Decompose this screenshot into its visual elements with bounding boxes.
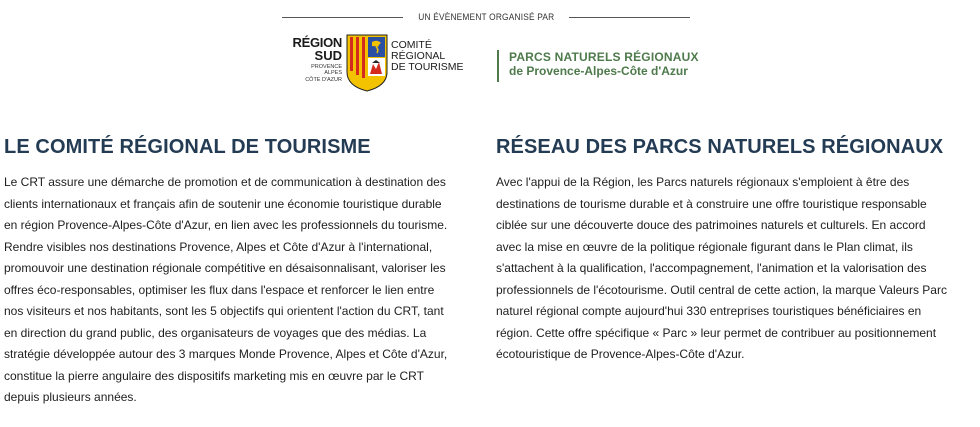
pnr-body-line: région. Cette offre spécifique « Parc » leur permet de contribuer au positionnement (496, 325, 937, 340)
tagline-divider-left (282, 17, 403, 18)
crt-body-line: depuis plusieurs années. (4, 390, 137, 404)
pnr-logo-line1: PARCS NATURELS RÉGIONAUX (509, 50, 699, 64)
pnr-body-line: s'attachent à la qualification, l'accompagnement, l'animation et la valorisation des (496, 261, 927, 275)
pnr-body-line: professionnels de l'écotourisme. Outil central de cette action, la marque Valeurs Parc (496, 282, 947, 297)
pnr-body-line: naturel régional compte aujourd'hui 330 entreprises touristiques bénéficiaires en (496, 304, 922, 318)
tagline-row (282, 10, 690, 24)
region-shield-icon (346, 34, 388, 92)
crt-body-line: offres éco-responsables, optimiser les flux dans l'espace et renforcer le lien entre (4, 282, 435, 297)
crt-section-title: LE COMITÉ RÉGIONAL DE TOURISME (4, 136, 371, 158)
pnr-section-title: RÉSEAU DES PARCS NATURELS RÉGIONAUX (496, 136, 944, 158)
crt-body-line: promouvoir une destination régionale compétitive en désaisonnalisant, valoriser les (4, 261, 446, 275)
region-logo-small-3: CÔTE D'AZUR (305, 76, 342, 83)
pnr-body-line: ciblée sur une découverte douce des patrimoines naturels et culturels. En accord (496, 218, 926, 232)
crt-body-line: en région Provence-Alpes-Côte d'Azur, en lien avec les professionnels du tourisme. (4, 218, 448, 232)
pnr-section (496, 136, 980, 366)
crt-section-body (4, 172, 474, 409)
region-logo-line1: RÉGION (292, 35, 342, 50)
crt-body-line: constitue la pierre angulaire des dispositifs marketing mis en œuvre par le CRT (4, 368, 424, 383)
tagline-divider-right (569, 17, 690, 18)
tagline: UN ÉVÈNEMENT ORGANISÉ PAR (417, 11, 555, 23)
pnr-body-line: avec la mise en œuvre de la politique régionale figurant dans le Plan climat, ils (496, 239, 913, 254)
region-logo-subtitle (282, 64, 342, 83)
pnr-body-line: destinations de tourisme durable et à construire une offre touristique responsable (496, 196, 927, 211)
pnr-logo-line2: de Provence-Alpes-Côte d'Azur (509, 64, 688, 79)
pnr-body-line: Avec l'appui de la Région, les Parcs naturels régionaux s'emploient à être des (496, 175, 910, 189)
region-logo-small-1: PROVENCE (311, 64, 342, 70)
crt-logo-line2: RÉGIONAL (391, 50, 446, 63)
crt-body-line: nos visiteurs et nos habitants, sont les 5 objectifs qui orientent l'action du CRT, tant (4, 304, 444, 318)
region-sud-logo (282, 36, 342, 83)
crt-body-line: clients internationaux et français afin de soutenir une économie touristique durable (4, 196, 442, 211)
crt-body-line: stratégie développée autour des 3 marques Monde Provence, Alpes et Côte d'Azur, (4, 347, 448, 361)
region-logo-line2: SUD (314, 48, 342, 63)
pnr-body-line: écotouristique de Provence-Alpes-Côte d'Azur. (496, 347, 745, 361)
crt-body-line: Le CRT assure une démarche de promotion et de communication à destination des (4, 175, 446, 189)
crt-logo (391, 40, 464, 73)
region-logo-small-2: ALPES (324, 70, 342, 77)
crt-body-line: Rendre visibles nos destinations Provence, Alpes et Côte d'Azur à l'international, (4, 239, 433, 254)
crt-logo-line3: DE TOURISME (391, 61, 464, 74)
crt-body-line: en direction du grand public, des organisateurs de voyages que des médias. La (4, 325, 427, 340)
pnr-logo (497, 50, 699, 82)
organizers-header (0, 0, 980, 100)
pnr-section-body (496, 172, 980, 366)
crt-logo-line1: COMITÉ (391, 39, 432, 51)
crt-section (4, 136, 474, 409)
